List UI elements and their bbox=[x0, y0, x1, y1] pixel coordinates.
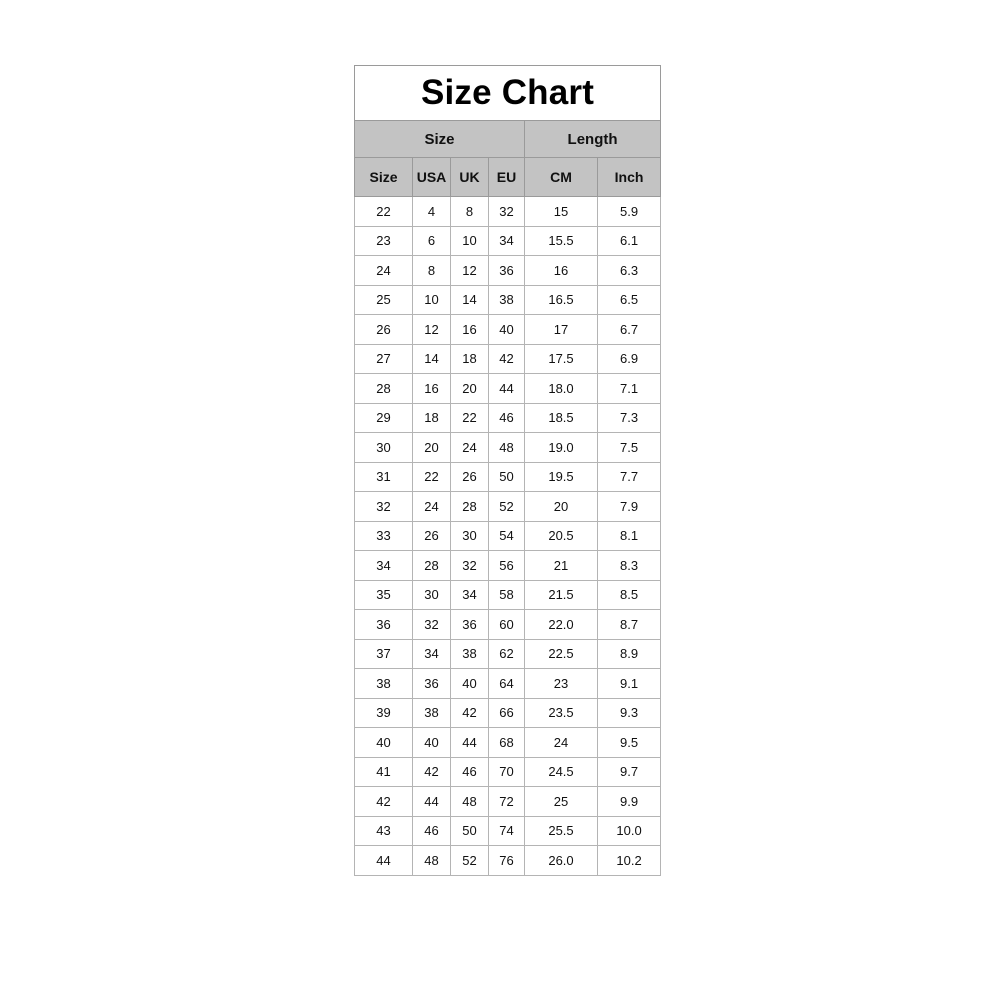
cell-uk: 20 bbox=[451, 374, 489, 404]
cell-cm: 20 bbox=[525, 492, 598, 522]
cell-inch: 9.1 bbox=[598, 669, 661, 699]
cell-usa: 48 bbox=[413, 846, 451, 876]
column-header-uk: UK bbox=[451, 158, 489, 197]
cell-inch: 5.9 bbox=[598, 197, 661, 227]
column-header-size: Size bbox=[355, 158, 413, 197]
cell-eu: 64 bbox=[489, 669, 525, 699]
cell-cm: 22.5 bbox=[525, 639, 598, 669]
cell-uk: 18 bbox=[451, 344, 489, 374]
cell-cm: 20.5 bbox=[525, 521, 598, 551]
cell-usa: 40 bbox=[413, 728, 451, 758]
cell-usa: 22 bbox=[413, 462, 451, 492]
cell-uk: 40 bbox=[451, 669, 489, 699]
cell-uk: 26 bbox=[451, 462, 489, 492]
cell-size: 42 bbox=[355, 787, 413, 817]
column-header-usa: USA bbox=[413, 158, 451, 197]
cell-cm: 21 bbox=[525, 551, 598, 581]
cell-cm: 22.0 bbox=[525, 610, 598, 640]
column-header-inch: Inch bbox=[598, 158, 661, 197]
cell-usa: 16 bbox=[413, 374, 451, 404]
table-row bbox=[355, 698, 661, 728]
cell-cm: 23.5 bbox=[525, 698, 598, 728]
cell-eu: 38 bbox=[489, 285, 525, 315]
cell-uk: 28 bbox=[451, 492, 489, 522]
table-row bbox=[355, 226, 661, 256]
cell-inch: 6.9 bbox=[598, 344, 661, 374]
cell-cm: 19.0 bbox=[525, 433, 598, 463]
cell-cm: 16 bbox=[525, 256, 598, 286]
cell-uk: 30 bbox=[451, 521, 489, 551]
column-header-eu: EU bbox=[489, 158, 525, 197]
cell-uk: 52 bbox=[451, 846, 489, 876]
cell-usa: 20 bbox=[413, 433, 451, 463]
table-row bbox=[355, 197, 661, 227]
table-row bbox=[355, 639, 661, 669]
table-row bbox=[355, 816, 661, 846]
cell-size: 28 bbox=[355, 374, 413, 404]
cell-size: 22 bbox=[355, 197, 413, 227]
cell-usa: 32 bbox=[413, 610, 451, 640]
cell-eu: 32 bbox=[489, 197, 525, 227]
cell-cm: 16.5 bbox=[525, 285, 598, 315]
cell-usa: 8 bbox=[413, 256, 451, 286]
cell-inch: 6.7 bbox=[598, 315, 661, 345]
table-row bbox=[355, 315, 661, 345]
table-row bbox=[355, 580, 661, 610]
cell-eu: 76 bbox=[489, 846, 525, 876]
cell-size: 41 bbox=[355, 757, 413, 787]
cell-inch: 9.5 bbox=[598, 728, 661, 758]
cell-inch: 6.5 bbox=[598, 285, 661, 315]
cell-usa: 10 bbox=[413, 285, 451, 315]
table-row bbox=[355, 787, 661, 817]
cell-size: 24 bbox=[355, 256, 413, 286]
table-row bbox=[355, 462, 661, 492]
cell-inch: 7.1 bbox=[598, 374, 661, 404]
table-row bbox=[355, 521, 661, 551]
cell-eu: 40 bbox=[489, 315, 525, 345]
cell-uk: 38 bbox=[451, 639, 489, 669]
cell-usa: 46 bbox=[413, 816, 451, 846]
cell-size: 31 bbox=[355, 462, 413, 492]
cell-cm: 15 bbox=[525, 197, 598, 227]
cell-usa: 18 bbox=[413, 403, 451, 433]
size-chart-table bbox=[354, 65, 661, 876]
cell-uk: 48 bbox=[451, 787, 489, 817]
cell-size: 29 bbox=[355, 403, 413, 433]
cell-eu: 56 bbox=[489, 551, 525, 581]
cell-uk: 10 bbox=[451, 226, 489, 256]
cell-uk: 42 bbox=[451, 698, 489, 728]
cell-eu: 58 bbox=[489, 580, 525, 610]
cell-size: 26 bbox=[355, 315, 413, 345]
cell-inch: 6.3 bbox=[598, 256, 661, 286]
cell-usa: 14 bbox=[413, 344, 451, 374]
table-row bbox=[355, 669, 661, 699]
cell-cm: 26.0 bbox=[525, 846, 598, 876]
cell-uk: 36 bbox=[451, 610, 489, 640]
cell-eu: 70 bbox=[489, 757, 525, 787]
cell-uk: 44 bbox=[451, 728, 489, 758]
cell-size: 27 bbox=[355, 344, 413, 374]
table-row bbox=[355, 551, 661, 581]
size-rows bbox=[355, 197, 661, 876]
table-row bbox=[355, 433, 661, 463]
cell-inch: 8.9 bbox=[598, 639, 661, 669]
cell-usa: 36 bbox=[413, 669, 451, 699]
cell-size: 35 bbox=[355, 580, 413, 610]
cell-cm: 18.5 bbox=[525, 403, 598, 433]
cell-cm: 17 bbox=[525, 315, 598, 345]
cell-size: 33 bbox=[355, 521, 413, 551]
cell-eu: 50 bbox=[489, 462, 525, 492]
cell-eu: 66 bbox=[489, 698, 525, 728]
cell-usa: 4 bbox=[413, 197, 451, 227]
table-row bbox=[355, 374, 661, 404]
cell-cm: 25 bbox=[525, 787, 598, 817]
table-row bbox=[355, 846, 661, 876]
cell-inch: 7.7 bbox=[598, 462, 661, 492]
cell-usa: 28 bbox=[413, 551, 451, 581]
cell-size: 43 bbox=[355, 816, 413, 846]
cell-usa: 24 bbox=[413, 492, 451, 522]
cell-cm: 24 bbox=[525, 728, 598, 758]
cell-usa: 30 bbox=[413, 580, 451, 610]
cell-inch: 9.7 bbox=[598, 757, 661, 787]
cell-usa: 6 bbox=[413, 226, 451, 256]
cell-cm: 25.5 bbox=[525, 816, 598, 846]
column-header-cm: CM bbox=[525, 158, 598, 197]
cell-usa: 42 bbox=[413, 757, 451, 787]
size-chart bbox=[354, 65, 660, 876]
cell-usa: 12 bbox=[413, 315, 451, 345]
cell-eu: 34 bbox=[489, 226, 525, 256]
cell-eu: 44 bbox=[489, 374, 525, 404]
table-row bbox=[355, 285, 661, 315]
cell-cm: 24.5 bbox=[525, 757, 598, 787]
cell-cm: 17.5 bbox=[525, 344, 598, 374]
cell-eu: 60 bbox=[489, 610, 525, 640]
cell-uk: 16 bbox=[451, 315, 489, 345]
table-row bbox=[355, 757, 661, 787]
cell-size: 30 bbox=[355, 433, 413, 463]
cell-cm: 19.5 bbox=[525, 462, 598, 492]
cell-uk: 50 bbox=[451, 816, 489, 846]
cell-size: 44 bbox=[355, 846, 413, 876]
cell-inch: 8.5 bbox=[598, 580, 661, 610]
cell-size: 25 bbox=[355, 285, 413, 315]
cell-size: 23 bbox=[355, 226, 413, 256]
cell-inch: 7.5 bbox=[598, 433, 661, 463]
cell-size: 37 bbox=[355, 639, 413, 669]
cell-inch: 8.1 bbox=[598, 521, 661, 551]
table-row bbox=[355, 492, 661, 522]
cell-eu: 72 bbox=[489, 787, 525, 817]
cell-eu: 46 bbox=[489, 403, 525, 433]
length-group-header: Length bbox=[525, 121, 661, 158]
table-row bbox=[355, 728, 661, 758]
cell-cm: 23 bbox=[525, 669, 598, 699]
cell-inch: 9.3 bbox=[598, 698, 661, 728]
cell-size: 36 bbox=[355, 610, 413, 640]
cell-size: 40 bbox=[355, 728, 413, 758]
table-row bbox=[355, 256, 661, 286]
cell-usa: 44 bbox=[413, 787, 451, 817]
cell-size: 32 bbox=[355, 492, 413, 522]
cell-inch: 9.9 bbox=[598, 787, 661, 817]
cell-eu: 36 bbox=[489, 256, 525, 286]
cell-uk: 34 bbox=[451, 580, 489, 610]
cell-usa: 34 bbox=[413, 639, 451, 669]
cell-eu: 68 bbox=[489, 728, 525, 758]
cell-size: 34 bbox=[355, 551, 413, 581]
cell-uk: 32 bbox=[451, 551, 489, 581]
cell-inch: 10.2 bbox=[598, 846, 661, 876]
table-row bbox=[355, 403, 661, 433]
cell-inch: 8.3 bbox=[598, 551, 661, 581]
cell-eu: 42 bbox=[489, 344, 525, 374]
cell-eu: 62 bbox=[489, 639, 525, 669]
cell-usa: 38 bbox=[413, 698, 451, 728]
cell-eu: 74 bbox=[489, 816, 525, 846]
cell-eu: 54 bbox=[489, 521, 525, 551]
cell-inch: 10.0 bbox=[598, 816, 661, 846]
cell-inch: 8.7 bbox=[598, 610, 661, 640]
cell-inch: 7.9 bbox=[598, 492, 661, 522]
cell-size: 38 bbox=[355, 669, 413, 699]
cell-cm: 15.5 bbox=[525, 226, 598, 256]
cell-uk: 46 bbox=[451, 757, 489, 787]
cell-cm: 18.0 bbox=[525, 374, 598, 404]
cell-inch: 6.1 bbox=[598, 226, 661, 256]
cell-usa: 26 bbox=[413, 521, 451, 551]
cell-uk: 8 bbox=[451, 197, 489, 227]
cell-size: 39 bbox=[355, 698, 413, 728]
cell-eu: 48 bbox=[489, 433, 525, 463]
cell-uk: 14 bbox=[451, 285, 489, 315]
chart-title: Size Chart bbox=[355, 66, 661, 121]
size-group-header: Size bbox=[355, 121, 525, 158]
cell-uk: 24 bbox=[451, 433, 489, 463]
cell-inch: 7.3 bbox=[598, 403, 661, 433]
cell-uk: 22 bbox=[451, 403, 489, 433]
table-row bbox=[355, 344, 661, 374]
cell-eu: 52 bbox=[489, 492, 525, 522]
cell-uk: 12 bbox=[451, 256, 489, 286]
cell-cm: 21.5 bbox=[525, 580, 598, 610]
table-row bbox=[355, 610, 661, 640]
